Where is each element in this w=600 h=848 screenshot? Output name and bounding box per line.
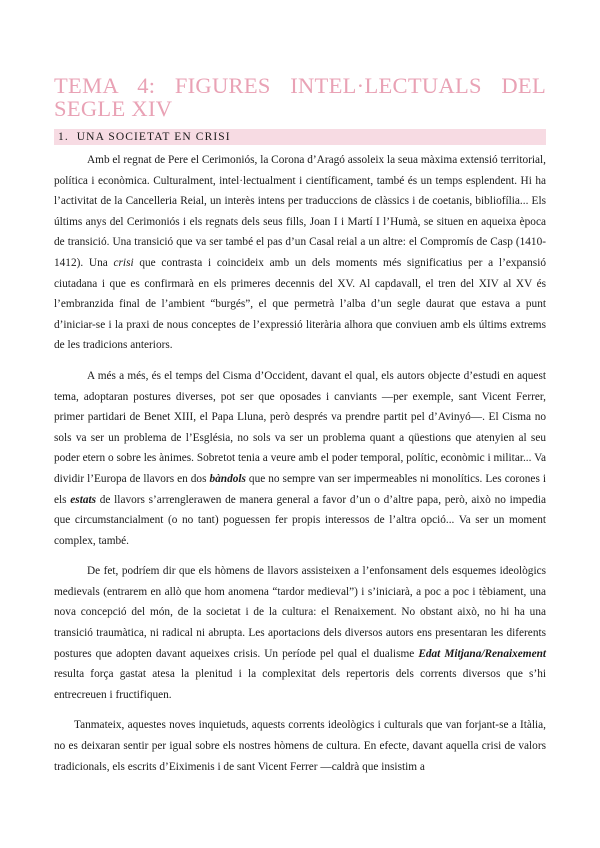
paragraph-3-text-a: De fet, podríem dir que els hòmens de llavors assisteixen a l’enfonsament dels esquemes ideològics medievals (entrarem en allò que hom anomena “tardor medieval”) i s’iniciarà, a poc a poc i tèbiament, una nova concepció del món, de la societat i de la cultura: el Renaixement. No obstant això, no hi ha una transició traumàtica, ni radical ni abrupta. Les aportacions dels diversos autors ens presentaran les diferents postures que adopten davant aqueixes crisis. Un període pel qual el dualisme: [54, 565, 546, 660]
paragraph-2-emphasis-estats: estats: [70, 493, 97, 506]
paragraph-1-text-b: que contrasta i coincideix amb un dels moments més significatius per a l’expansió ciutadana i que es confirmarà en els primeres decennis del XV. Al capdavall, el tren del XIV al XV és l’embranzida final de l’ambient “burgés”, el que permetrà l’alba d’un segle daurat que estava a punt d’iniciar-se i la praxi de nous conceptes de l’expressió literària alhora que conviuen amb els últims extrems de les tradicions anteriors.: [54, 256, 546, 352]
section-heading: [58, 130, 231, 144]
paragraph-1-text-a: Amb el regnat de Pere el Cerimoniós, la Corona d’Aragó assoleix la seua màxima extensió territorial, política i econòmica. Culturalment, intel·lectualment i científicament, també és un temps esplendent. Hi ha l’activitat de la Cancelleria Reial, un interès intens per traduccions de clàssics i de coetanis, bibliofília... Els últims anys del Cerimoniós i els regnats dels seus fills, Joan I i Martí I l’Humà, se situen en aqueixa època de transició. Una transició que va ser també el pas d’un Casal reial a un altre: el Compromís de Casp (1410-1412). Una: [54, 154, 546, 269]
paragraph-2-emphasis-bandols: bàndols: [209, 472, 246, 485]
paragraph-4: [54, 715, 546, 777]
page-title: TEMA 4: FIGURES INTEL·LECTUALS DEL SEGLE XIV: [54, 73, 546, 121]
paragraph-2-text-a: A més a més, és el temps del Cisma d’Occident, davant el qual, els autors objecte d’estudi en aquest tema, adoptaran postures diverses, pot ser que oposades i canviants —per exemple, sant Vicent Ferrer, primer partidari de Benet XIII, el Papa Lluna, però després va prendre partit pel d’Avinyó—. El Cisma no sols va ser un problema de l’Església, no sols va ser un problema quant a qüestions que atenyien al seu poder etern o sobre les ànimes. Sobretot tenia a veure amb el poder temporal, polític, econòmic i militar... Va dividir l’Europa de llavors en dos: [54, 369, 546, 485]
paragraph-3-text-b: resulta força gastat atesa la plenitud i la complexitat dels repertoris dels corrents diversos que s’hi entrecreuen i fructifiquen.: [54, 668, 546, 701]
section-label: UNA SOCIETAT EN CRISI: [76, 131, 231, 143]
paragraph-4-text-a: Tanmateix, aquestes noves inquietuds, aquests corrents ideològics i culturals que van forjant-se a Itàlia, no es deixaran sentir per igual sobre els nostres hòmens de cultura. En efecte, davant aquella crisi de valors tradicionals, els escrits d’Eiximenis i de sant Vicent Ferrer —caldrà que insistim a: [54, 719, 546, 773]
paragraph-1-emphasis-crisi: crisi: [113, 256, 134, 269]
paragraph-3: [54, 561, 546, 705]
section-number: 1.: [58, 131, 69, 143]
paragraph-2-text-b: que no sempre van ser impermeables ni monolítics. Les corones i els: [54, 472, 546, 506]
body-text: [54, 150, 546, 787]
paragraph-1: [54, 150, 546, 356]
paragraph-3-emphasis-edat-mitjana: Edat Mitjana/Renaixement: [418, 647, 546, 660]
paragraph-2-text-c: de llavors s’arrenglerawen de manera general a favor d’un o d’altre papa, però, això no impedia que circumstancialment (o no tant) poguessen fer propis interessos de l’altra opció... Va ser un moment complex, també.: [54, 493, 546, 547]
paragraph-2: [54, 366, 546, 551]
